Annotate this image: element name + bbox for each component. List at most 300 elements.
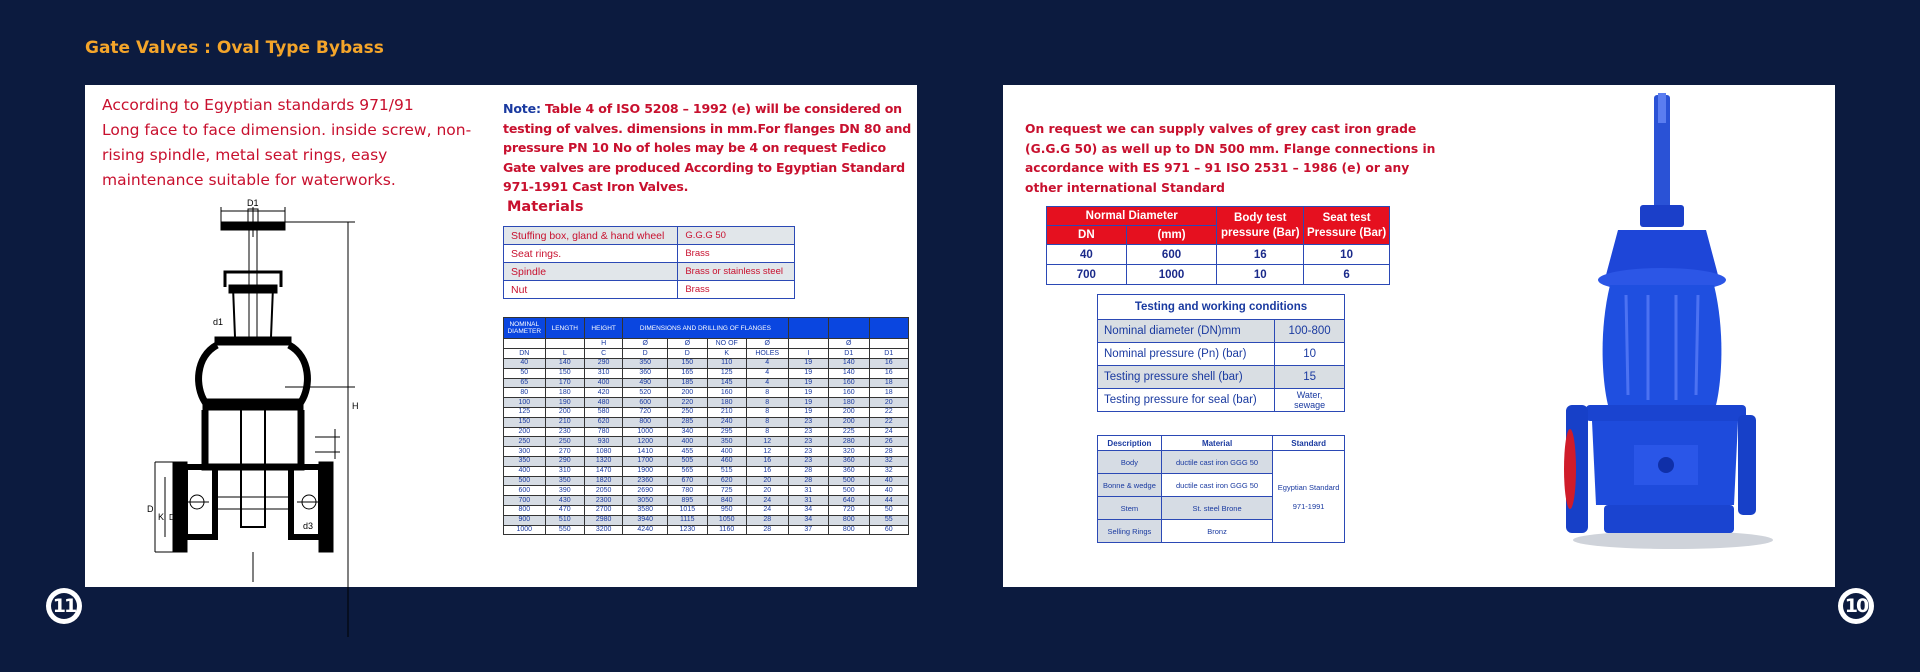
dim-cell: 24	[746, 505, 788, 515]
nd-cell: 1000	[1126, 265, 1217, 285]
dim-cell: 8	[746, 427, 788, 437]
ds-description: Body	[1098, 451, 1162, 474]
dim-cell: 1000	[504, 525, 546, 535]
dim-cell: 430	[545, 496, 584, 506]
dim-unit-cell: D1	[829, 349, 869, 359]
dim-cell: 200	[668, 388, 707, 398]
dim-cell: 180	[545, 388, 584, 398]
nd-cell: 16	[1217, 245, 1304, 265]
dim-subheader-cell	[788, 339, 828, 349]
materials-row	[504, 263, 795, 281]
dim-cell: 2300	[584, 496, 622, 506]
dim-cell: 150	[545, 368, 584, 378]
dim-cell: 28	[869, 447, 908, 457]
dim-row	[504, 359, 909, 369]
page-number-badge-left	[46, 588, 82, 624]
dim-cell: 44	[869, 496, 908, 506]
dim-cell: 400	[584, 378, 622, 388]
dim-cell: 620	[707, 476, 746, 486]
dim-cell: 8	[746, 398, 788, 408]
dim-cell: 125	[504, 407, 546, 417]
ds-h-description: Description	[1098, 436, 1162, 451]
dim-cell: 140	[545, 359, 584, 369]
dim-cell: 34	[788, 515, 828, 525]
dim-cell: 400	[504, 466, 546, 476]
dim-cell: 225	[829, 427, 869, 437]
dim-cell: 34	[788, 505, 828, 515]
dim-cell: 1410	[623, 447, 668, 457]
dim-cell: 50	[869, 505, 908, 515]
dim-cell: 800	[623, 417, 668, 427]
dim-cell: 19	[788, 359, 828, 369]
dim-cell: 4	[746, 368, 788, 378]
dim-cell: 23	[788, 427, 828, 437]
dim-cell: 505	[668, 456, 707, 466]
dim-cell: 3940	[623, 515, 668, 525]
note-text	[503, 99, 915, 197]
description-table	[1097, 435, 1345, 543]
dim-cell: 31	[788, 496, 828, 506]
drawing-label-dn: DN	[169, 513, 181, 522]
ds-material: Bronz	[1161, 520, 1272, 543]
dim-cell: 250	[668, 407, 707, 417]
nd-cell: 40	[1047, 245, 1127, 265]
dim-cell: 780	[668, 486, 707, 496]
intro-text	[102, 93, 472, 193]
ds-material: ductile cast iron GGG 50	[1161, 474, 1272, 497]
dim-cell: 16	[869, 368, 908, 378]
dim-unit-cell: D	[668, 349, 707, 359]
dim-h-flanges: DIMENSIONS AND DRILLING OF FLANGES	[623, 318, 788, 339]
ds-row	[1098, 451, 1345, 474]
material-part: Spindle	[504, 263, 678, 281]
dim-cell: 19	[788, 378, 828, 388]
ds-description: Selling Rings	[1098, 520, 1162, 543]
dim-cell: 180	[829, 398, 869, 408]
dim-cell: 210	[545, 417, 584, 427]
tc-title: Testing and working conditions	[1098, 295, 1345, 320]
drawing-label-d: D	[147, 504, 154, 514]
material-value: Brass	[678, 245, 795, 263]
dim-cell: 310	[584, 368, 622, 378]
dim-cell: 200	[829, 417, 869, 427]
dim-cell: 400	[668, 437, 707, 447]
dim-unit-row	[504, 349, 909, 359]
nd-h-normal: Normal Diameter	[1047, 207, 1217, 226]
dim-subheader-cell: Ø	[746, 339, 788, 349]
dim-cell: 800	[829, 515, 869, 525]
dim-cell: 500	[829, 486, 869, 496]
dim-cell: 8	[746, 388, 788, 398]
drawing-label-d1-mid: d1	[213, 317, 224, 327]
dim-cell: 28	[746, 515, 788, 525]
dim-cell: 2050	[584, 486, 622, 496]
dim-cell: 620	[584, 417, 622, 427]
material-part: Stuffing box, gland & hand wheel	[504, 227, 678, 245]
note-body: Table 4 of ISO 5208 – 1992 (e) will be considered on testing of valves. dimensions in mm.For flanges DN 80 and pressure PN 10 No of holes may be 4 on request Fedico Gate valves are produced According to Egyptian Standard 971-1991 Cast Iron Valves.	[503, 101, 912, 194]
nd-cell: 10	[1217, 265, 1304, 285]
dim-cell: 210	[707, 407, 746, 417]
dim-cell: 840	[707, 496, 746, 506]
dim-cell: 470	[545, 505, 584, 515]
dim-cell: 160	[829, 378, 869, 388]
note-label: Note:	[503, 101, 541, 116]
dim-cell: 24	[746, 496, 788, 506]
dim-cell: 150	[668, 359, 707, 369]
dim-cell: 360	[829, 456, 869, 466]
dim-cell: 12	[746, 437, 788, 447]
dim-subheader-cell: Ø	[829, 339, 869, 349]
dim-cell: 800	[829, 525, 869, 535]
dim-cell: 320	[829, 447, 869, 457]
dim-row	[504, 496, 909, 506]
dim-cell: 2360	[623, 476, 668, 486]
dim-subheader-row	[504, 339, 909, 349]
dim-row	[504, 407, 909, 417]
dim-cell: 670	[668, 476, 707, 486]
tc-label: Testing pressure for seal (bar)	[1098, 389, 1275, 412]
dim-cell: 350	[623, 359, 668, 369]
dim-cell: 20	[746, 486, 788, 496]
dim-unit-cell: L	[545, 349, 584, 359]
dim-row	[504, 466, 909, 476]
dim-unit-cell: K	[707, 349, 746, 359]
diameter-pressure-table	[1046, 206, 1390, 285]
dim-cell: 1080	[584, 447, 622, 457]
dim-cell: 12	[746, 447, 788, 457]
dim-subheader-cell	[545, 339, 584, 349]
tc-value: 10	[1275, 343, 1345, 366]
dim-cell: 1700	[623, 456, 668, 466]
dim-cell: 165	[668, 368, 707, 378]
dim-cell: 550	[545, 525, 584, 535]
dim-cell: 32	[869, 456, 908, 466]
dim-cell: 460	[707, 456, 746, 466]
dim-cell: 290	[545, 456, 584, 466]
dim-cell: 700	[504, 496, 546, 506]
dim-cell: 390	[545, 486, 584, 496]
tc-value: 100-800	[1275, 320, 1345, 343]
dim-cell: 32	[869, 466, 908, 476]
dim-cell: 23	[788, 437, 828, 447]
ds-material: ductile cast iron GGG 50	[1161, 451, 1272, 474]
dim-row	[504, 447, 909, 457]
right-page	[1003, 85, 1835, 587]
dim-cell: 295	[707, 427, 746, 437]
dim-cell: 23	[788, 447, 828, 457]
dim-cell: 1000	[623, 427, 668, 437]
dim-cell: 300	[504, 447, 546, 457]
dim-cell: 180	[707, 398, 746, 408]
dim-cell: 60	[869, 525, 908, 535]
dim-cell: 22	[869, 417, 908, 427]
dim-header-row	[504, 318, 909, 339]
dim-cell: 780	[584, 427, 622, 437]
dim-cell: 16	[869, 359, 908, 369]
ds-h-material: Material	[1161, 436, 1272, 451]
dim-cell: 16	[746, 456, 788, 466]
dim-cell: 55	[869, 515, 908, 525]
dim-cell: 37	[788, 525, 828, 535]
dim-cell: 31	[788, 486, 828, 496]
dim-cell: 24	[869, 427, 908, 437]
dim-h-nominal: NOMINAL DIAMETER	[504, 318, 546, 339]
dim-row	[504, 505, 909, 515]
dim-row	[504, 486, 909, 496]
dim-cell: 19	[788, 368, 828, 378]
drawing-label-k: K	[158, 512, 165, 522]
nd-cell: 700	[1047, 265, 1127, 285]
dim-cell: 2980	[584, 515, 622, 525]
tc-label: Nominal pressure (Pn) (bar)	[1098, 343, 1275, 366]
dim-cell: 4240	[623, 525, 668, 535]
dim-cell: 200	[545, 407, 584, 417]
dim-cell: 40	[504, 359, 546, 369]
dim-subheader-cell: NO OF	[707, 339, 746, 349]
dim-cell: 520	[623, 388, 668, 398]
dim-cell: 185	[668, 378, 707, 388]
dim-subheader-cell: H	[584, 339, 622, 349]
dim-cell: 1900	[623, 466, 668, 476]
dim-cell: 170	[545, 378, 584, 388]
dim-cell: 2690	[623, 486, 668, 496]
dim-subheader-cell: Ø	[623, 339, 668, 349]
ds-description: Bonne & wedge	[1098, 474, 1162, 497]
intro-line: According to Egyptian standards 971/91	[102, 96, 414, 114]
dim-cell: 580	[584, 407, 622, 417]
dim-cell: 250	[504, 437, 546, 447]
dim-row	[504, 378, 909, 388]
tc-row	[1098, 366, 1345, 389]
dim-cell: 1115	[668, 515, 707, 525]
material-value: Brass or stainless steel	[678, 263, 795, 281]
dim-cell: 4	[746, 359, 788, 369]
dim-h-height: HEIGHT	[584, 318, 622, 339]
dim-row	[504, 427, 909, 437]
dim-row	[504, 437, 909, 447]
ds-description: Stem	[1098, 497, 1162, 520]
material-part: Seat rings.	[504, 245, 678, 263]
dim-cell: 1200	[623, 437, 668, 447]
dim-cell: 515	[707, 466, 746, 476]
dim-row	[504, 368, 909, 378]
dim-cell: 455	[668, 447, 707, 457]
dim-cell: 145	[707, 378, 746, 388]
dim-cell: 26	[869, 437, 908, 447]
dim-cell: 28	[746, 525, 788, 535]
dim-cell: 150	[504, 417, 546, 427]
dim-cell: 8	[746, 417, 788, 427]
dim-cell: 110	[707, 359, 746, 369]
dim-cell: 1820	[584, 476, 622, 486]
gate-valve-photo	[1548, 85, 1788, 580]
dim-cell: 3580	[623, 505, 668, 515]
nd-row	[1047, 245, 1390, 265]
nd-cell: 600	[1126, 245, 1217, 265]
nd-h-mm: (mm)	[1126, 226, 1217, 245]
dim-cell: 200	[504, 427, 546, 437]
dim-unit-cell: I	[788, 349, 828, 359]
dim-cell: 565	[668, 466, 707, 476]
nd-h-dn: DN	[1047, 226, 1127, 245]
dim-cell: 1015	[668, 505, 707, 515]
dim-cell: 40	[869, 476, 908, 486]
dim-cell: 50	[504, 368, 546, 378]
dim-cell: 285	[668, 417, 707, 427]
drawing-label-h: H	[352, 401, 359, 411]
dim-cell: 19	[788, 407, 828, 417]
dim-cell: 200	[829, 407, 869, 417]
page-title: Gate Valves : Oval Type Bybass	[85, 38, 384, 58]
dim-cell: 1230	[668, 525, 707, 535]
nd-row	[1047, 265, 1390, 285]
dim-cell: 16	[746, 466, 788, 476]
supply-text: On request we can supply valves of grey cast iron grade (G.G.G 50) as well up to DN 500 mm. Flange connections in accordance with ES 971 – 91 ISO 2531 – 1986 (e) or any other international Standard	[1025, 122, 1436, 195]
gear-page-badge-icon: 10	[1844, 595, 1868, 617]
dimensions-table	[503, 317, 909, 535]
nd-h-seat: Seat test Pressure (Bar)	[1304, 207, 1390, 245]
dim-cell: 28	[788, 466, 828, 476]
dim-cell: 950	[707, 505, 746, 515]
dim-cell: 19	[788, 398, 828, 408]
dim-cell: 480	[584, 398, 622, 408]
dim-cell: 600	[504, 486, 546, 496]
dim-cell: 360	[829, 466, 869, 476]
dim-cell: 160	[707, 388, 746, 398]
dim-cell: 350	[545, 476, 584, 486]
dim-unit-cell: C	[584, 349, 622, 359]
dim-cell: 725	[707, 486, 746, 496]
dim-cell: 310	[545, 466, 584, 476]
dim-cell: 800	[504, 505, 546, 515]
dim-unit-cell: D1	[869, 349, 908, 359]
dim-cell: 350	[504, 456, 546, 466]
dim-row	[504, 525, 909, 535]
dim-cell: 18	[869, 378, 908, 388]
dim-cell: 80	[504, 388, 546, 398]
drawing-label-d1-top: D1	[247, 198, 259, 208]
left-page	[85, 85, 917, 587]
material-value: Brass	[678, 281, 795, 299]
ds-material: St. steel Brone	[1161, 497, 1272, 520]
dim-row	[504, 417, 909, 427]
dim-row	[504, 456, 909, 466]
dim-cell: 500	[504, 476, 546, 486]
materials-row	[504, 281, 795, 299]
dim-unit-cell: D	[623, 349, 668, 359]
dim-cell: 720	[623, 407, 668, 417]
dim-cell: 18	[869, 388, 908, 398]
tc-row	[1098, 389, 1345, 412]
nd-cell: 6	[1304, 265, 1390, 285]
dim-cell: 140	[829, 368, 869, 378]
tc-label: Testing pressure shell (bar)	[1098, 366, 1275, 389]
dim-cell: 2700	[584, 505, 622, 515]
testing-conditions-table	[1097, 294, 1345, 412]
ds-standard: Egyptian Standard 971-1991	[1273, 451, 1345, 543]
dim-cell: 640	[829, 496, 869, 506]
materials-title: Materials	[507, 199, 584, 215]
materials-row	[504, 245, 795, 263]
dim-cell: 140	[829, 359, 869, 369]
dim-cell: 20	[869, 398, 908, 408]
nd-cell: 10	[1304, 245, 1390, 265]
dim-cell: 500	[829, 476, 869, 486]
dim-cell: 420	[584, 388, 622, 398]
dim-cell: 250	[545, 437, 584, 447]
dim-cell: 1160	[707, 525, 746, 535]
dim-cell: 23	[788, 417, 828, 427]
dim-h-length: LENGTH	[545, 318, 584, 339]
dim-cell: 20	[746, 476, 788, 486]
dim-cell: 900	[504, 515, 546, 525]
dim-cell: 490	[623, 378, 668, 388]
dim-subheader-cell: Ø	[668, 339, 707, 349]
tc-value: Water, sewage	[1275, 389, 1345, 412]
dim-cell: 1470	[584, 466, 622, 476]
dim-cell: 360	[623, 368, 668, 378]
intro-line: Long face to face dimension. inside screw, non-rising spindle, metal seat rings, easy maintenance suitable for waterworks.	[102, 121, 472, 189]
dim-cell: 125	[707, 368, 746, 378]
dim-cell: 28	[788, 476, 828, 486]
dim-cell: 190	[545, 398, 584, 408]
dim-cell: 1320	[584, 456, 622, 466]
gear-page-badge-icon: 11	[52, 595, 76, 617]
dim-cell: 3050	[623, 496, 668, 506]
gate-valve-drawing	[147, 197, 415, 582]
dim-cell: 22	[869, 407, 908, 417]
dim-cell: 270	[545, 447, 584, 457]
dim-cell: 930	[584, 437, 622, 447]
dim-cell: 3200	[584, 525, 622, 535]
page-number-badge-right	[1838, 588, 1874, 624]
dim-cell: 895	[668, 496, 707, 506]
drawing-label-d3: d3	[303, 521, 314, 531]
tc-row	[1098, 343, 1345, 366]
dim-cell: 19	[788, 388, 828, 398]
ds-h-standard: Standard	[1273, 436, 1345, 451]
material-value: G.G.G 50	[678, 227, 795, 245]
materials-table	[503, 226, 795, 299]
dim-cell: 8	[746, 407, 788, 417]
dim-cell: 40	[869, 486, 908, 496]
dim-cell: 240	[707, 417, 746, 427]
dim-row	[504, 515, 909, 525]
dim-cell: 65	[504, 378, 546, 388]
dim-cell: 220	[668, 398, 707, 408]
dim-cell: 350	[707, 437, 746, 447]
tc-row	[1098, 320, 1345, 343]
dim-unit-cell: HOLES	[746, 349, 788, 359]
dim-cell: 1050	[707, 515, 746, 525]
dim-row	[504, 388, 909, 398]
tc-label: Nominal diameter (DN)mm	[1098, 320, 1275, 343]
dim-cell: 4	[746, 378, 788, 388]
materials-row	[504, 227, 795, 245]
dim-cell: 290	[584, 359, 622, 369]
dim-subheader-cell	[869, 339, 908, 349]
dim-cell: 720	[829, 505, 869, 515]
dim-cell: 400	[707, 447, 746, 457]
tc-value: 15	[1275, 366, 1345, 389]
dim-unit-cell: DN	[504, 349, 546, 359]
dim-cell: 23	[788, 456, 828, 466]
dim-cell: 280	[829, 437, 869, 447]
dim-cell: 100	[504, 398, 546, 408]
dim-cell: 510	[545, 515, 584, 525]
nd-h-body: Body test pressure (Bar)	[1217, 207, 1304, 245]
dim-subheader-cell	[504, 339, 546, 349]
